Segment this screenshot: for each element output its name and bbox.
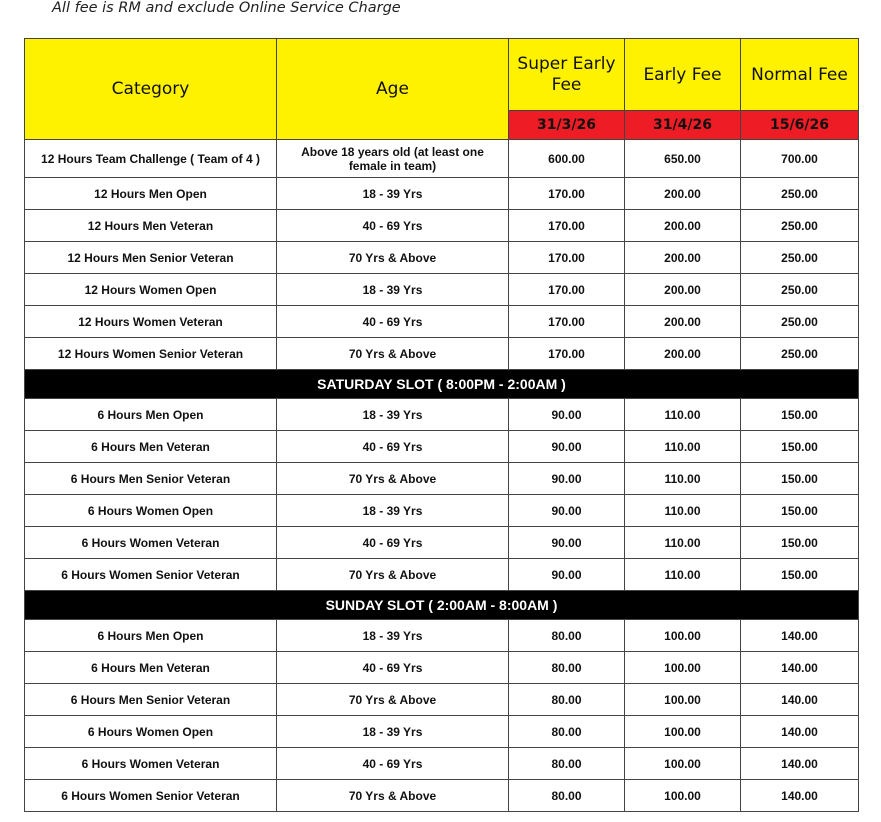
age-cell [277,140,509,178]
category-value: 6 Hours Men Veteran [91,660,210,675]
table-row [25,140,859,178]
early-value: 200.00 [664,314,701,329]
normal-value: 700.00 [781,151,818,166]
normal-cell [741,140,859,178]
category-value: 12 Hours Men Senior Veteran [67,250,234,265]
early-value: 100.00 [664,660,701,675]
category-cell [25,495,277,527]
early-value: 200.00 [664,186,701,201]
early-cell [625,716,741,748]
early-cell [625,431,741,463]
super-early-value: 170.00 [548,186,585,201]
early-value: 100.00 [664,692,701,707]
age-cell [277,684,509,716]
super-early-value: 170.00 [548,346,585,361]
normal-value: 140.00 [781,660,818,675]
age-value: 40 - 69 Yrs [362,535,423,550]
age-value: 40 - 69 Yrs [362,314,423,329]
early-value: 110.00 [664,471,701,486]
table-row [25,684,859,716]
age-value: 18 - 39 Yrs [362,407,423,422]
early-value: 200.00 [664,346,701,361]
table-row [25,716,859,748]
category-value: 6 Hours Women Veteran [81,756,220,771]
super-early-value: 90.00 [551,535,582,550]
normal-cell [741,431,859,463]
age-value: 70 Yrs & Above [348,692,437,707]
normal-value: 250.00 [781,218,818,233]
category-value: 6 Hours Women Open [87,503,214,518]
category-value: 6 Hours Women Veteran [81,535,220,550]
category-cell [25,399,277,431]
normal-value: 150.00 [781,471,818,486]
age-cell [277,559,509,591]
table-row [25,463,859,495]
super-early-value: 90.00 [551,503,582,518]
early-cell [625,559,741,591]
super-early-cell [509,748,625,780]
early-cell [625,780,741,812]
age-cell [277,780,509,812]
normal-cell [741,527,859,559]
super-early-cell [509,210,625,242]
normal-header: Normal Fee [741,39,859,111]
category-cell [25,652,277,684]
early-header: Early Fee [625,39,741,111]
super-early-value: 80.00 [551,788,582,803]
age-cell [277,306,509,338]
early-cell [625,527,741,559]
normal-value: 150.00 [781,503,818,518]
super-early-cell [509,652,625,684]
age-value: 40 - 69 Yrs [362,218,423,233]
early-cell [625,684,741,716]
super-early-cell [509,140,625,178]
early-cell [625,652,741,684]
early-value: 100.00 [664,788,701,803]
normal-value: 250.00 [781,282,818,297]
normal-cell [741,495,859,527]
normal-cell [741,716,859,748]
normal-cell [741,274,859,306]
slot-label: SUNDAY SLOT ( 2:00AM - 8:00AM ) [25,591,859,620]
table-row [25,559,859,591]
super-early-cell [509,242,625,274]
age-value: 70 Yrs & Above [348,250,437,265]
normal-value: 150.00 [781,567,818,582]
category-cell [25,274,277,306]
age-cell [277,716,509,748]
category-cell [25,620,277,652]
category-cell [25,748,277,780]
super-early-header [509,39,625,111]
category-value: 12 Hours Team Challenge ( Team of 4 ) [41,151,260,166]
super-early-cell [509,527,625,559]
normal-value: 140.00 [781,788,818,803]
normal-cell [741,338,859,370]
category-value: 12 Hours Men Open [94,186,207,201]
table-row [25,652,859,684]
normal-date: 15/6/26 [741,111,859,140]
normal-cell [741,242,859,274]
table-row [25,306,859,338]
normal-value: 150.00 [781,439,818,454]
category-cell [25,780,277,812]
fee-note: All fee is RM and exclude Online Service Charge [52,0,401,16]
category-value: 12 Hours Men Veteran [87,218,214,233]
super-early-value: 170.00 [548,218,585,233]
category-header: Category [25,39,277,140]
age-cell [277,463,509,495]
normal-cell [741,306,859,338]
super-early-value: 80.00 [551,628,582,643]
table-row [25,178,859,210]
table-row [25,338,859,370]
early-cell [625,178,741,210]
super-early-cell [509,780,625,812]
age-value: 18 - 39 Yrs [362,503,423,518]
early-cell [625,210,741,242]
super-early-cell [509,338,625,370]
early-cell [625,274,741,306]
category-value: 12 Hours Women Senior Veteran [57,346,244,361]
normal-value: 250.00 [781,250,818,265]
super-early-cell [509,274,625,306]
age-value: 70 Yrs & Above [348,788,437,803]
table-row [25,527,859,559]
early-date: 31/4/26 [625,111,741,140]
super-early-cell [509,716,625,748]
category-cell [25,338,277,370]
normal-cell [741,399,859,431]
category-cell [25,527,277,559]
early-value: 200.00 [664,282,701,297]
normal-value: 250.00 [781,186,818,201]
slot-row [25,370,859,399]
table-row [25,399,859,431]
age-cell [277,210,509,242]
super-early-cell [509,431,625,463]
slot-label: SATURDAY SLOT ( 8:00PM - 2:00AM ) [25,370,859,399]
normal-cell [741,780,859,812]
super-early-value: 90.00 [551,567,582,582]
category-value: 12 Hours Women Open [84,282,217,297]
age-value: 70 Yrs & Above [348,471,437,486]
category-cell [25,559,277,591]
early-cell [625,748,741,780]
super-early-value: 600.00 [548,151,585,166]
category-value: 6 Hours Men Veteran [91,439,210,454]
category-value: 12 Hours Women Veteran [78,314,223,329]
age-header: Age [277,39,509,140]
age-cell [277,338,509,370]
super-early-date: 31/3/26 [509,111,625,140]
normal-cell [741,684,859,716]
age-cell [277,748,509,780]
super-early-label: Super Early Fee [517,53,616,95]
early-cell [625,338,741,370]
age-value: 40 - 69 Yrs [362,756,423,771]
fee-table [24,38,859,812]
super-early-value: 80.00 [551,660,582,675]
age-value: 18 - 39 Yrs [362,724,423,739]
early-cell [625,242,741,274]
category-cell [25,210,277,242]
age-value: 18 - 39 Yrs [362,628,423,643]
super-early-value: 170.00 [548,250,585,265]
category-cell [25,140,277,178]
early-cell [625,140,741,178]
table-row [25,431,859,463]
category-cell [25,431,277,463]
super-early-value: 80.00 [551,724,582,739]
early-value: 100.00 [664,724,701,739]
age-cell [277,242,509,274]
early-value: 110.00 [664,567,701,582]
normal-cell [741,748,859,780]
table-row [25,620,859,652]
normal-value: 140.00 [781,756,818,771]
super-early-value: 90.00 [551,439,582,454]
super-early-value: 90.00 [551,471,582,486]
super-early-value: 170.00 [548,314,585,329]
early-value: 200.00 [664,218,701,233]
early-cell [625,399,741,431]
age-value: Above 18 years old (at least one female in team) [301,144,484,173]
category-cell [25,463,277,495]
early-value: 110.00 [664,535,701,550]
category-value: 6 Hours Men Senior Veteran [70,471,231,486]
category-cell [25,684,277,716]
age-cell [277,652,509,684]
super-early-value: 80.00 [551,756,582,771]
age-value: 70 Yrs & Above [348,567,437,582]
age-value: 70 Yrs & Above [348,346,437,361]
category-value: 6 Hours Men Senior Veteran [70,692,231,707]
early-value: 110.00 [664,439,701,454]
super-early-cell [509,559,625,591]
normal-value: 150.00 [781,407,818,422]
normal-value: 150.00 [781,535,818,550]
table-row [25,210,859,242]
early-cell [625,463,741,495]
super-early-value: 90.00 [551,407,582,422]
age-value: 18 - 39 Yrs [362,186,423,201]
age-cell [277,178,509,210]
age-value: 18 - 39 Yrs [362,282,423,297]
early-value: 650.00 [664,151,701,166]
table-row [25,242,859,274]
age-cell [277,495,509,527]
category-value: 6 Hours Men Open [97,407,204,422]
category-cell [25,306,277,338]
early-cell [625,495,741,527]
early-value: 200.00 [664,250,701,265]
fee-table-body [25,140,859,812]
category-cell [25,178,277,210]
super-early-cell [509,306,625,338]
super-early-cell [509,684,625,716]
early-value: 100.00 [664,756,701,771]
category-value: 6 Hours Men Open [97,628,204,643]
category-value: 6 Hours Women Open [87,724,214,739]
table-row [25,748,859,780]
slot-row [25,591,859,620]
normal-cell [741,463,859,495]
super-early-cell [509,178,625,210]
normal-value: 140.00 [781,724,818,739]
category-cell [25,242,277,274]
normal-cell [741,210,859,242]
normal-value: 140.00 [781,692,818,707]
normal-cell [741,620,859,652]
super-early-value: 170.00 [548,282,585,297]
category-cell [25,716,277,748]
normal-value: 250.00 [781,346,818,361]
age-value: 40 - 69 Yrs [362,439,423,454]
age-cell [277,431,509,463]
age-cell [277,274,509,306]
normal-cell [741,652,859,684]
category-value: 6 Hours Women Senior Veteran [61,567,240,582]
normal-value: 250.00 [781,314,818,329]
table-row [25,274,859,306]
early-value: 100.00 [664,628,701,643]
super-early-cell [509,495,625,527]
early-cell [625,620,741,652]
normal-value: 140.00 [781,628,818,643]
early-cell [625,306,741,338]
age-value: 40 - 69 Yrs [362,660,423,675]
category-value: 6 Hours Women Senior Veteran [61,788,240,803]
normal-cell [741,559,859,591]
early-value: 110.00 [664,407,701,422]
table-row [25,780,859,812]
early-value: 110.00 [664,503,701,518]
age-cell [277,620,509,652]
super-early-cell [509,399,625,431]
super-early-value: 80.00 [551,692,582,707]
super-early-cell [509,463,625,495]
age-cell [277,399,509,431]
super-early-cell [509,620,625,652]
age-cell [277,527,509,559]
table-row [25,495,859,527]
normal-cell [741,178,859,210]
